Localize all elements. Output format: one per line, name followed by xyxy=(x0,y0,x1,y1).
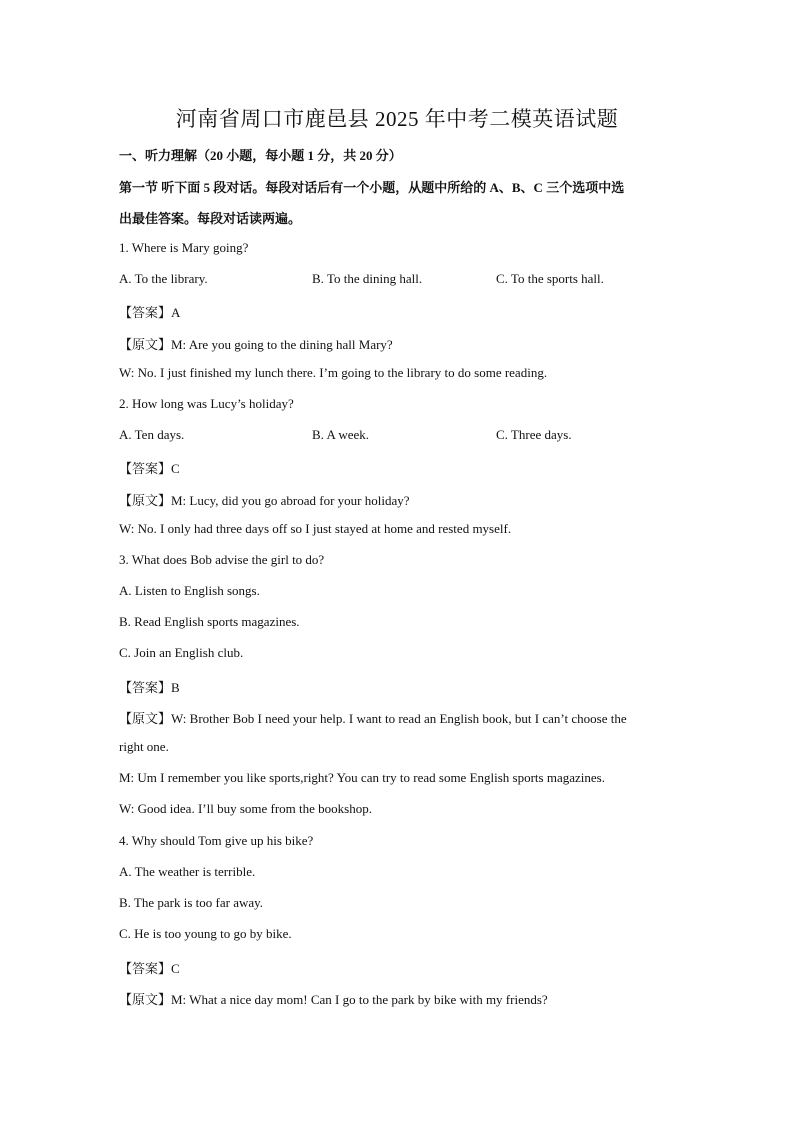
q3-option-a: A. Listen to English songs. xyxy=(119,583,260,598)
question-4: 4. Why should Tom give up his bike? xyxy=(119,833,314,848)
q1-transcript-line-2: W: No. I just finished my lunch there. I’m going to the library to do some reading. xyxy=(119,365,548,380)
q4-transcript-line-1: 【原文】M: What a nice day mom! Can I go to the park by bike with my friends? xyxy=(119,992,548,1007)
q2-option-c: C. Three days. xyxy=(496,427,572,442)
q2-transcript-line-2: W: No. I only had three days off so I just stayed at home and rested myself. xyxy=(119,521,512,536)
q3-option-c: C. Join an English club. xyxy=(119,645,244,660)
question-1: 1. Where is Mary going? xyxy=(119,240,249,255)
q4-option-b: B. The park is too far away. xyxy=(119,895,264,910)
q1-transcript-line-1: 【原文】M: Are you going to the dining hall Mary? xyxy=(119,337,393,352)
q1-answer: 【答案】A xyxy=(119,305,181,320)
q4-option-a: A. The weather is terrible. xyxy=(119,864,256,879)
instructions-line-1: 第一节 听下面 5 段对话。每段对话后有一个小题，从题中所给的 A、B、C 三个选项中选 xyxy=(119,180,625,195)
instructions-line-2: 出最佳答案。每段对话读两遍。 xyxy=(119,211,302,226)
q3-transcript-line-2: right one. xyxy=(119,739,169,754)
q2-transcript-line-1: 【原文】M: Lucy, did you go abroad for your holiday? xyxy=(119,493,410,508)
q2-answer: 【答案】C xyxy=(119,461,180,476)
q1-option-a: A. To the library. xyxy=(119,271,208,286)
q3-option-b: B. Read English sports magazines. xyxy=(119,614,300,629)
document-title: 河南省周口市鹿邑县 2025 年中考二模英语试题 xyxy=(175,107,619,131)
q3-transcript-line-3: M: Um I remember you like sports,right? You can try to read some English sports magazines. xyxy=(119,770,605,785)
q1-option-c: C. To the sports hall. xyxy=(496,271,604,286)
q2-option-a: A. Ten days. xyxy=(119,427,185,442)
section-heading: 一、听力理解（20 小题，每小题 1 分，共 20 分） xyxy=(119,148,402,163)
q2-option-b: B. A week. xyxy=(312,427,370,442)
question-3: 3. What does Bob advise the girl to do? xyxy=(119,552,325,567)
question-2: 2. How long was Lucy’s holiday? xyxy=(119,396,294,411)
q1-option-b: B. To the dining hall. xyxy=(312,271,423,286)
q3-transcript-line-1: 【原文】W: Brother Bob I need your help. I want to read an English book, but I can’t choose the xyxy=(119,711,627,726)
q4-answer: 【答案】C xyxy=(119,961,180,976)
q4-option-c: C. He is too young to go by bike. xyxy=(119,926,292,941)
q3-transcript-line-4: W: Good idea. I’ll buy some from the bookshop. xyxy=(119,801,372,816)
q3-answer: 【答案】B xyxy=(119,680,180,695)
